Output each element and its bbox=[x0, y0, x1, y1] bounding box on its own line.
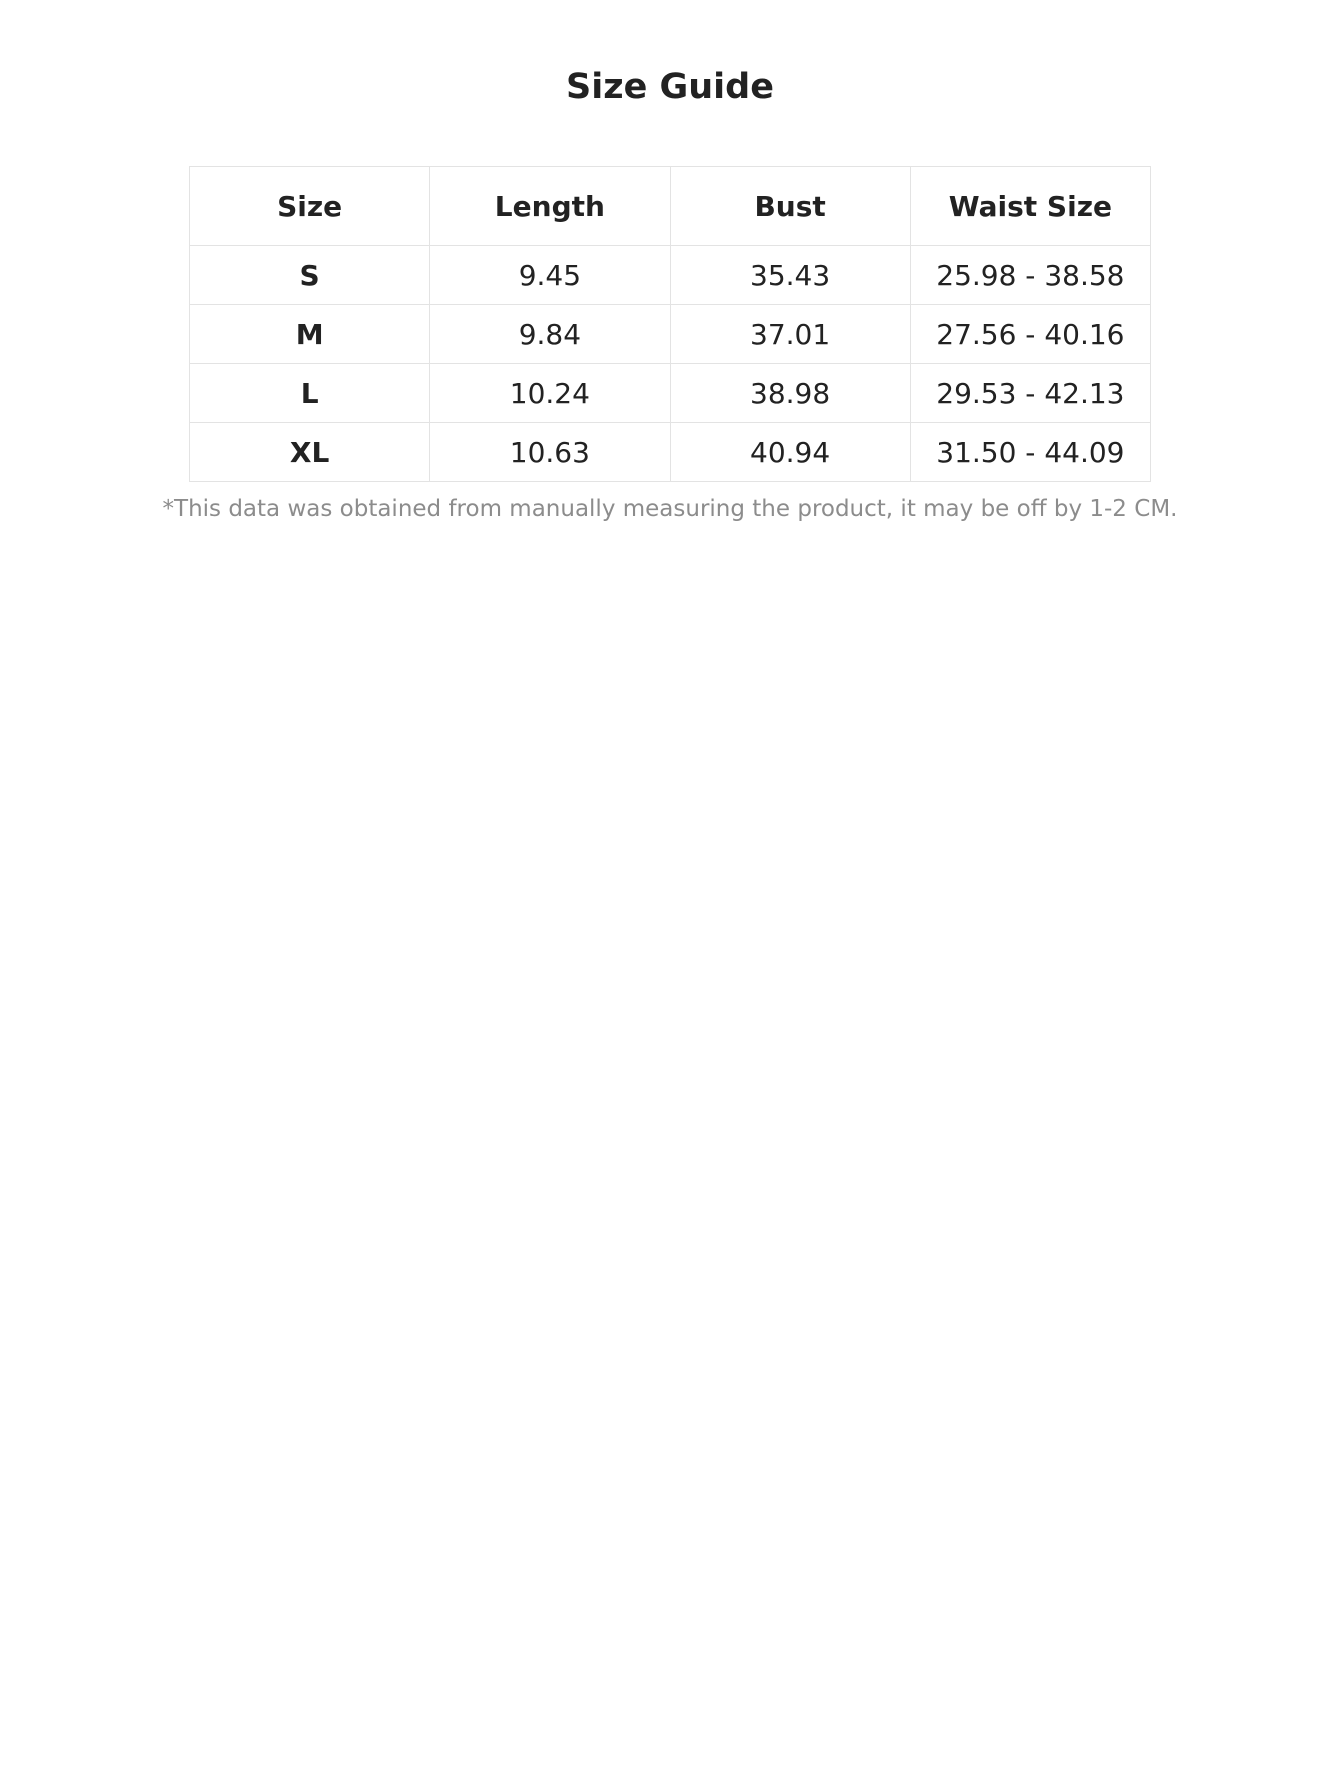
size-cell: XL bbox=[190, 423, 430, 482]
size-table bbox=[189, 166, 1151, 482]
column-header-size: Size bbox=[190, 167, 430, 246]
table-header-row bbox=[190, 167, 1151, 246]
column-header-bust: Bust bbox=[670, 167, 910, 246]
length-cell: 10.24 bbox=[430, 364, 670, 423]
bust-cell: 37.01 bbox=[670, 305, 910, 364]
length-cell: 9.84 bbox=[430, 305, 670, 364]
measurement-disclaimer: *This data was obtained from manually measuring the product, it may be off by 1-2 CM. bbox=[162, 496, 1178, 522]
waist-size-cell: 27.56 - 40.16 bbox=[910, 305, 1150, 364]
waist-size-cell: 25.98 - 38.58 bbox=[910, 246, 1150, 305]
table-row bbox=[190, 246, 1151, 305]
column-header-waist-size: Waist Size bbox=[910, 167, 1150, 246]
table-row bbox=[190, 305, 1151, 364]
size-cell: S bbox=[190, 246, 430, 305]
bust-cell: 38.98 bbox=[670, 364, 910, 423]
length-cell: 10.63 bbox=[430, 423, 670, 482]
bust-cell: 35.43 bbox=[670, 246, 910, 305]
size-cell: L bbox=[190, 364, 430, 423]
size-cell: M bbox=[190, 305, 430, 364]
bust-cell: 40.94 bbox=[670, 423, 910, 482]
column-header-length: Length bbox=[430, 167, 670, 246]
waist-size-cell: 31.50 - 44.09 bbox=[910, 423, 1150, 482]
table-row bbox=[190, 364, 1151, 423]
waist-size-cell: 29.53 - 42.13 bbox=[910, 364, 1150, 423]
table-row bbox=[190, 423, 1151, 482]
page-title: Size Guide bbox=[566, 67, 774, 107]
length-cell: 9.45 bbox=[430, 246, 670, 305]
